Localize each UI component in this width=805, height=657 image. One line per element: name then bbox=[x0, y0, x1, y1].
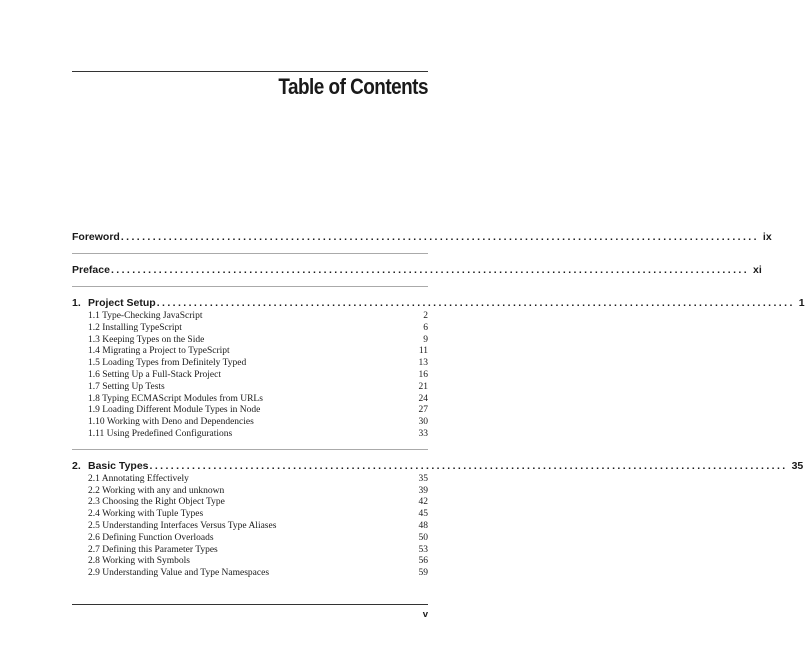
section-label: 1.3 Keeping Types on the Side bbox=[88, 334, 205, 345]
section-label: 2.1 Annotating Effectively bbox=[88, 473, 189, 484]
section-page: 16 bbox=[418, 369, 428, 380]
section-label: 2.5 Understanding Interfaces Versus Type Aliases bbox=[88, 520, 277, 531]
toc-section[interactable] bbox=[72, 335, 428, 347]
section-page: 39 bbox=[418, 485, 428, 496]
toc-section[interactable] bbox=[72, 568, 428, 580]
section-page: 56 bbox=[418, 556, 428, 567]
toc-section[interactable] bbox=[72, 417, 428, 429]
table-of-contents bbox=[72, 229, 805, 580]
section-page: 2 bbox=[423, 311, 428, 321]
top-rule bbox=[72, 71, 428, 72]
toc-section[interactable] bbox=[72, 509, 428, 521]
toc-section[interactable] bbox=[72, 311, 428, 323]
section-label: 1.1 Type-Checking JavaScript bbox=[88, 311, 203, 321]
toc-entry-foreword[interactable] bbox=[72, 229, 772, 245]
section-label: 1.7 Setting Up Tests bbox=[88, 381, 165, 392]
dot-leader: ........................................................................................................................ bbox=[156, 297, 795, 309]
toc-entry-preface[interactable] bbox=[72, 262, 762, 278]
section-page: 27 bbox=[418, 405, 428, 416]
section-label: 1.5 Loading Types from Definitely Typed bbox=[88, 358, 247, 369]
toc-section[interactable] bbox=[72, 346, 428, 358]
section-label: 2.2 Working with any and unknown bbox=[88, 485, 225, 496]
dot-leader: ........................................................................................................................ bbox=[120, 231, 759, 243]
bottom-rule bbox=[72, 604, 428, 605]
section-page: 9 bbox=[423, 334, 428, 345]
section-page: 53 bbox=[418, 544, 428, 555]
section-label: 1.6 Setting Up a Full-Stack Project bbox=[88, 369, 221, 380]
toc-section[interactable] bbox=[72, 382, 428, 394]
chapter-label bbox=[72, 458, 149, 474]
toc-section[interactable] bbox=[72, 358, 428, 370]
section-page: 6 bbox=[423, 322, 428, 333]
chapter-title: Basic Types bbox=[88, 459, 149, 472]
section-page: 24 bbox=[418, 393, 428, 404]
section-page: 59 bbox=[418, 568, 428, 579]
toc-section[interactable] bbox=[72, 405, 428, 417]
section-page: 42 bbox=[418, 497, 428, 508]
section-label: 2.7 Defining this Parameter Types bbox=[88, 544, 218, 555]
chapter-title: Project Setup bbox=[88, 297, 156, 309]
chapter-number: 2. bbox=[72, 459, 81, 472]
section-page: 33 bbox=[418, 428, 428, 439]
toc-entry-page: xi bbox=[753, 264, 762, 276]
section-label: 2.9 Understanding Value and Type Namespaces bbox=[88, 568, 270, 579]
toc-section[interactable] bbox=[72, 474, 428, 486]
entry-divider bbox=[72, 253, 428, 254]
dot-leader: ........................................................................................................................ bbox=[110, 264, 750, 276]
chapter-label bbox=[72, 295, 156, 311]
section-page: 35 bbox=[418, 473, 428, 484]
toc-entry-label: Preface bbox=[72, 264, 110, 276]
section-label: 2.8 Working with Symbols bbox=[88, 556, 190, 567]
toc-section[interactable] bbox=[72, 545, 428, 557]
toc-chapter-2[interactable] bbox=[72, 458, 804, 474]
toc-section[interactable] bbox=[72, 521, 428, 533]
entry-divider bbox=[72, 449, 428, 450]
section-label: 1.11 Using Predefined Configurations bbox=[88, 428, 233, 439]
toc-section[interactable] bbox=[72, 533, 428, 545]
chapter-page: 1 bbox=[798, 297, 805, 309]
toc-section[interactable] bbox=[72, 556, 428, 568]
section-label: 1.10 Working with Deno and Dependencies bbox=[88, 417, 254, 428]
section-page: 13 bbox=[418, 358, 428, 369]
toc-section[interactable] bbox=[72, 497, 428, 509]
toc-entry-page: ix bbox=[762, 231, 772, 243]
entry-divider bbox=[72, 286, 428, 287]
section-page: 50 bbox=[418, 532, 428, 543]
toc-chapter-1[interactable] bbox=[72, 295, 805, 311]
chapter-page: 35 bbox=[791, 459, 804, 472]
section-label: 1.9 Loading Different Module Types in Node bbox=[88, 405, 261, 416]
page-title: Table of Contents bbox=[278, 74, 428, 99]
section-label: 2.6 Defining Function Overloads bbox=[88, 532, 214, 543]
chapter-number: 1. bbox=[72, 297, 81, 309]
toc-entry-label: Foreword bbox=[72, 231, 120, 243]
section-label: 1.2 Installing TypeScript bbox=[88, 322, 182, 333]
section-label: 2.3 Choosing the Right Object Type bbox=[88, 497, 225, 508]
section-label: 2.4 Working with Tuple Types bbox=[88, 509, 204, 520]
section-label: 1.4 Migrating a Project to TypeScript bbox=[88, 346, 230, 357]
section-page: 30 bbox=[418, 417, 428, 428]
toc-section[interactable] bbox=[72, 323, 428, 335]
section-label: 1.8 Typing ECMAScript Modules from URLs bbox=[88, 393, 263, 404]
section-page: 45 bbox=[418, 509, 428, 520]
toc-section[interactable] bbox=[72, 370, 428, 382]
toc-section[interactable] bbox=[72, 486, 428, 498]
dot-leader: ........................................................................................................................ bbox=[149, 459, 788, 472]
toc-section[interactable] bbox=[72, 394, 428, 406]
section-page: 11 bbox=[418, 346, 428, 357]
section-page: 21 bbox=[418, 381, 428, 392]
section-page: 48 bbox=[418, 520, 428, 531]
toc-section[interactable] bbox=[72, 429, 428, 441]
footer-page-number: v bbox=[422, 609, 428, 620]
